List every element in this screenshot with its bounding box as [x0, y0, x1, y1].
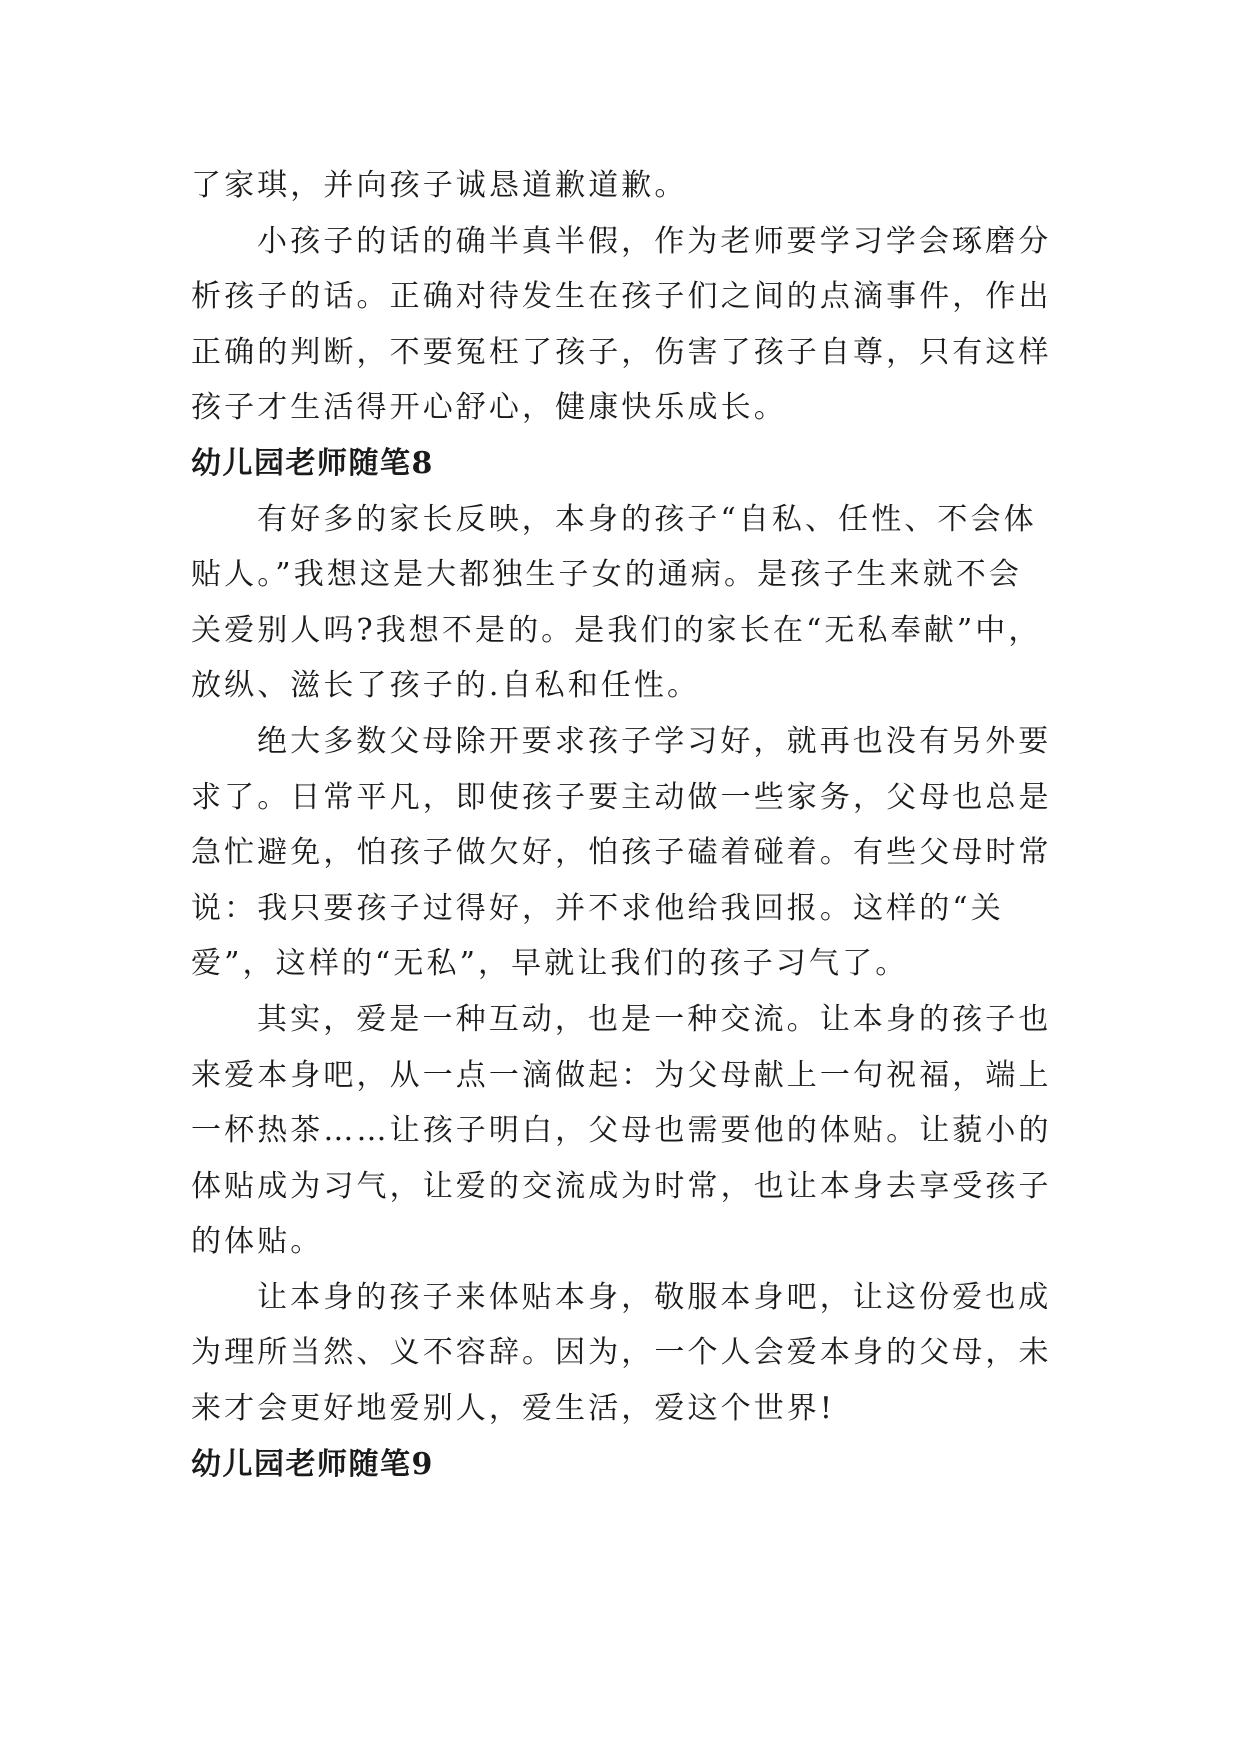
paragraph — [191, 492, 1061, 714]
text-line: 放纵、滋长了孩子的.自私和任性。 — [191, 668, 701, 704]
text-line: 小孩子的话的确半真半假，作为老师要学习学会琢磨分 — [257, 223, 1052, 259]
text-line: 析孩子的话。正确对待发生在孩子们之间的点滴事件，作出 — [191, 279, 1052, 315]
text-line: 孩子才生活得开心舒心，健康快乐成长。 — [191, 390, 787, 426]
text-line: 为理所当然、义不容辞。因为，一个人会爱本身的父母，未 — [191, 1335, 1052, 1371]
text-line: 体贴成为习气，让爱的交流成为时常，也让本身去享受孩子 — [191, 1168, 1052, 1204]
document-page — [191, 158, 1061, 1492]
text-line: 说：我只要孩子过得好，并不求他给我回报。这样的“关 — [191, 890, 1004, 926]
paragraph — [191, 214, 1061, 436]
text-line: 正确的判断，不要冤枉了孩子，伤害了孩子自尊，只有这样 — [191, 334, 1052, 370]
section-heading: 幼儿园老师随笔9 — [191, 1446, 434, 1482]
paragraph — [191, 158, 1061, 214]
text-line: 了家琪，并向孩子诚恳道歉道歉。 — [191, 168, 688, 203]
text-line: 贴人。”我想这是大都独生子女的通病。是孩子生来就不会 — [191, 557, 1022, 593]
paragraph — [191, 992, 1061, 1270]
text-line: 求了。日常平凡，即使孩子要主动做一些家务，父母也总是 — [191, 779, 1052, 815]
text-line: 让本身的孩子来体贴本身，敬服本身吧，让这份爱也成 — [257, 1279, 1052, 1315]
text-line: 急忙避免，怕孩子做欠好，怕孩子磕着碰着。有些父母时常 — [191, 835, 1052, 871]
text-line: 其实，爱是一种互动，也是一种交流。让本身的孩子也 — [257, 1001, 1052, 1037]
paragraph — [191, 714, 1061, 992]
section-heading: 幼儿园老师随笔8 — [191, 445, 434, 481]
text-line: 一杯热茶……让孩子明白，父母也需要他的体贴。让藐小的 — [191, 1113, 1052, 1149]
paragraph — [191, 1270, 1061, 1437]
text-line: 关爱别人吗?我想不是的。是我们的家长在“无私奉献”中， — [191, 612, 1042, 648]
text-line: 爱”，这样的“无私”，早就让我们的孩子习气了。 — [191, 946, 909, 982]
text-line: 绝大多数父母除开要求孩子学习好，就再也没有另外要 — [257, 723, 1052, 759]
text-line: 来才会更好地爱别人，爱生活，爱这个世界! — [191, 1391, 836, 1427]
text-line: 来爱本身吧，从一点一滴做起：为父母献上一句祝福，端上 — [191, 1057, 1052, 1093]
text-line: 的体贴。 — [191, 1224, 324, 1260]
text-line: 有好多的家长反映，本身的孩子“自私、任性、不会体 — [257, 501, 1037, 537]
